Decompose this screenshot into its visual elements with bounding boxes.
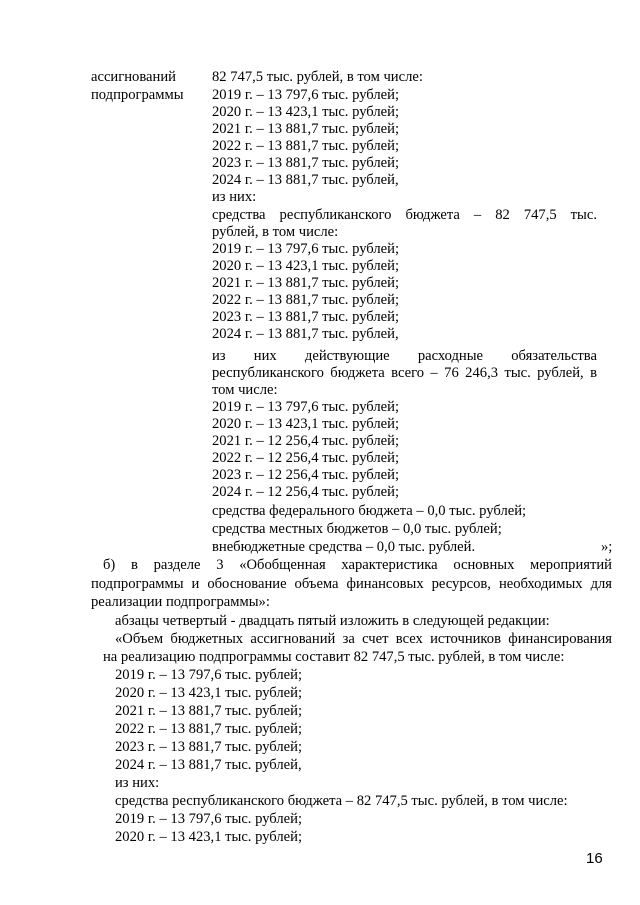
year-line: 2024 г. – 12 256,4 тыс. рублей; — [212, 484, 399, 500]
year-line: 2019 г. – 13 797,6 тыс. рублей; — [212, 399, 399, 415]
closing-quote-mark: »; — [601, 539, 613, 555]
quote-line-1: «Объем бюджетных ассигнований за счет всех источников финансирования — [115, 631, 612, 647]
republic-budget-line-2: рублей, в том числе: — [212, 224, 339, 240]
obligations-line-2: республиканского бюджета всего – 76 246,3 тыс. рублей, в — [212, 365, 597, 381]
year-line: 2021 г. – 13 881,7 тыс. рублей; — [212, 121, 399, 137]
section-b-line-3: реализации подпрограммы»: — [91, 594, 270, 610]
year-line: 2022 г. – 13 881,7 тыс. рублей; — [212, 138, 399, 154]
row-label-line-1: ассигнований — [91, 69, 176, 85]
row-label-line-2: подпрограммы — [91, 87, 184, 103]
year-line: 2022 г. – 13 881,7 тыс. рублей; — [212, 292, 399, 308]
year-line: 2021 г. – 13 881,7 тыс. рублей; — [115, 703, 302, 719]
page-number: 16 — [586, 850, 603, 867]
year-line: 2020 г. – 13 423,1 тыс. рублей; — [212, 258, 399, 274]
year-line: 2019 г. – 13 797,6 тыс. рублей; — [115, 811, 302, 827]
paragraphs-instruction: абзацы четвертый - двадцать пятый изложить в следующей редакции: — [115, 613, 550, 629]
republic-budget-line: средства республиканского бюджета – 82 747,5 тыс. рублей, в том числе: — [115, 793, 568, 809]
republic-budget-line-1: средства республиканского бюджета – 82 747,5 тыс. — [212, 207, 597, 223]
year-line: 2020 г. – 13 423,1 тыс. рублей; — [115, 685, 302, 701]
obligations-line-3: том числе: — [212, 382, 278, 398]
year-line: 2023 г. – 13 881,7 тыс. рублей; — [212, 309, 399, 325]
year-line: 2024 г. – 13 881,7 тыс. рублей, — [115, 757, 302, 773]
of-them-line: из них: — [115, 775, 160, 791]
year-line: 2022 г. – 12 256,4 тыс. рублей; — [212, 450, 399, 466]
total-amount-line: 82 747,5 тыс. рублей, в том числе: — [212, 69, 423, 85]
year-line: 2020 г. – 13 423,1 тыс. рублей; — [115, 829, 302, 845]
year-line: 2021 г. – 13 881,7 тыс. рублей; — [212, 275, 399, 291]
year-line: 2023 г. – 13 881,7 тыс. рублей; — [212, 155, 399, 171]
year-line: 2019 г. – 13 797,6 тыс. рублей; — [212, 87, 399, 103]
local-budgets-line: средства местных бюджетов – 0,0 тыс. рублей; — [212, 521, 502, 537]
year-line: 2021 г. – 12 256,4 тыс. рублей; — [212, 433, 399, 449]
year-line: 2019 г. – 13 797,6 тыс. рублей; — [115, 667, 302, 683]
federal-budget-line: средства федерального бюджета – 0,0 тыс. рублей; — [212, 503, 527, 519]
year-line: 2019 г. – 13 797,6 тыс. рублей; — [212, 241, 399, 257]
quote-line-2: на реализацию подпрограммы составит 82 747,5 тыс. рублей, в том числе: — [103, 649, 565, 665]
year-line: 2023 г. – 12 256,4 тыс. рублей; — [212, 467, 399, 483]
year-line: 2022 г. – 13 881,7 тыс. рублей; — [115, 721, 302, 737]
obligations-line-1: из них действующие расходные обязательства — [212, 348, 597, 364]
year-line: 2023 г. – 13 881,7 тыс. рублей; — [115, 739, 302, 755]
year-line: 2024 г. – 13 881,7 тыс. рублей, — [212, 172, 399, 188]
section-b-line-1: б) в разделе 3 «Обобщенная характеристика основных мероприятий — [103, 557, 612, 573]
extra-budget-line: внебюджетные средства – 0,0 тыс. рублей. — [212, 539, 476, 555]
year-line: 2024 г. – 13 881,7 тыс. рублей, — [212, 326, 399, 342]
section-b-line-2: подпрограммы и обоснование объема финансовых ресурсов, необходимых для — [91, 576, 612, 592]
year-line: 2020 г. – 13 423,1 тыс. рублей; — [212, 416, 399, 432]
year-line: 2020 г. – 13 423,1 тыс. рублей; — [212, 104, 399, 120]
of-them-line: из них: — [212, 189, 257, 205]
